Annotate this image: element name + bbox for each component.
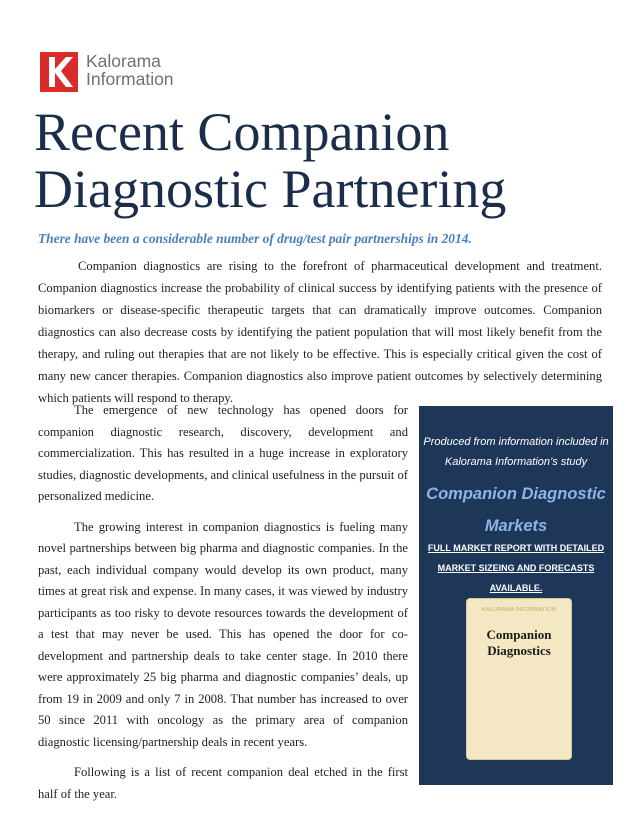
report-cover-image[interactable] [466,598,572,760]
sidebar-report-link[interactable]: FULL MARKET REPORT WITH DETAILED MARKET SIZEING AND FORECASTS AVAILABLE. [427,543,605,593]
logo-line-1: Kalorama [86,51,161,71]
cover-title: Companion Diagnostics [486,627,552,658]
title-line-1: Recent Companion [34,102,450,162]
body-paragraph-3: Following is a list of recent companion deal etched in the first half of the year. [38,765,408,801]
intro-paragraph: Companion diagnostics are rising to the forefront of pharmaceutical development and treatment. Companion diagnostics increase the probability of clinical success by identifying patients with the presence of biomarkers or disease-specific therapeutic targets that can dramatically improve outcomes. Companion diagnostics can also decrease costs by identifying the patient population that will most likely benefit from the therapy, and ruling out therapies that are not likely to be effective. This is especially critical given the cost of many new cancer therapies. Companion diagnostics also improve patient outcomes by selectively determining which patients will respond to therapy. [38,259,602,405]
sidebar-study-title[interactable]: Companion Diagnostic Markets [426,485,606,535]
kalorama-logo-icon [40,52,78,92]
study-promo-sidebar [419,406,613,785]
logo-wordmark [86,52,286,88]
title-line-2: Diagnostic Partnering [34,159,507,219]
body-paragraph-1: The emergence of new technology has opened doors for companion diagnostic research, discovery, development and commercialization. This has resulted in a huge increase in exploratory studies, diagnostic developments, and clinical usefulness in the pursuit of personalized medicine. [38,403,408,503]
cover-brand: KALORAMA INFORMATION [482,607,556,613]
page-title [34,104,614,218]
subtitle: There have been a considerable number of drug/test pair partnerships in 2014. [38,231,472,246]
logo-line-2: Information [86,69,174,89]
sidebar-produced-text: Produced from information included in Kalorama Information’s study [423,436,609,468]
body-paragraph-2: The growing interest in companion diagnostics is fueling many novel partnerships between big pharma and diagnostic companies. In the past, each individual company would develop its own product, many times at great risk and expense. In many cases, it was viewed by industry participants as too risky to devote resources towards the development of a test that may never be used. This has opened the door for co-development and partnership deals to take center stage. In 2010 there were approximately 25 big pharma and diagnostic companies’ deals, up from 19 in 2009 and only 7 in 2008. That number has increased to over 50 since 2011 with oncology as the primary area of companion diagnostic licensing/partnership deals in recent years. [38,519,408,749]
body-column [38,400,408,814]
